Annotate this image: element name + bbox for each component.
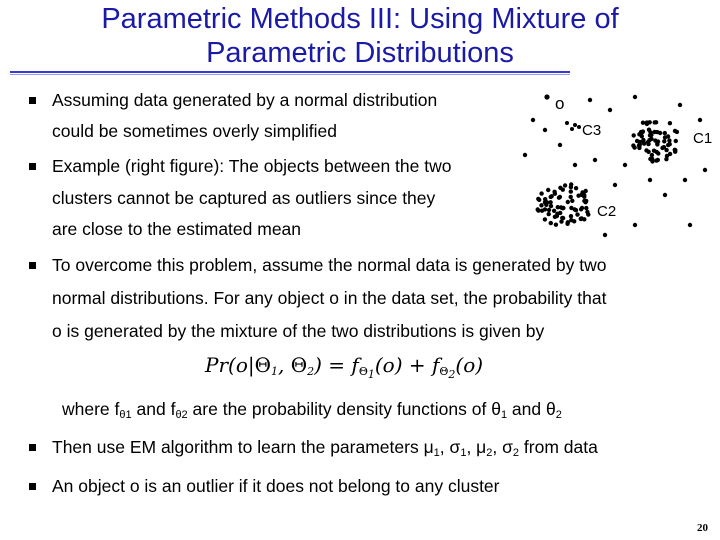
cluster-c2-point bbox=[548, 200, 552, 204]
bullet-marker bbox=[29, 262, 36, 269]
cluster-c2-point bbox=[558, 211, 562, 215]
cluster-c3-point bbox=[577, 125, 581, 129]
cluster-c2-point bbox=[582, 195, 586, 199]
cluster-c1-point bbox=[647, 128, 651, 132]
bullet-marker bbox=[29, 483, 36, 490]
cluster-c2-point bbox=[569, 214, 573, 218]
cluster-c2-point bbox=[569, 185, 573, 189]
cluster-c1-point bbox=[653, 138, 657, 142]
cluster-c1-point bbox=[632, 133, 636, 137]
cluster-c1-point bbox=[639, 130, 643, 134]
bullet-2-line-3: are close to the estimated mean bbox=[52, 219, 302, 239]
cluster-c1-point bbox=[674, 139, 678, 143]
cluster-c2-point bbox=[570, 199, 574, 203]
cluster-c1-point bbox=[641, 140, 645, 144]
background-point bbox=[593, 158, 597, 162]
cluster-c2-point bbox=[555, 214, 559, 218]
cluster-c2-point bbox=[549, 221, 553, 225]
background-point bbox=[523, 153, 527, 157]
point-o-label: o bbox=[555, 94, 565, 113]
cluster-c2-point bbox=[566, 220, 570, 224]
cluster-c3-point bbox=[573, 123, 577, 127]
cluster-c2-point bbox=[543, 200, 547, 204]
cluster-c2-point bbox=[585, 210, 589, 214]
cluster-c2-point bbox=[574, 208, 578, 212]
cluster-c1-point bbox=[664, 148, 668, 152]
cluster-c2-point bbox=[563, 183, 567, 187]
cluster-c1-point bbox=[641, 121, 645, 125]
cluster-c2-point bbox=[543, 207, 547, 211]
cluster-c2-point bbox=[549, 204, 553, 208]
cluster-c1-point bbox=[656, 158, 660, 162]
background-point bbox=[573, 163, 577, 167]
cluster-c2-point bbox=[569, 195, 573, 199]
title-line-1: Parametric Methods III: Using Mixture of bbox=[101, 3, 619, 35]
background-point bbox=[623, 163, 627, 167]
background-point bbox=[678, 103, 682, 107]
cluster-c2-label: C2 bbox=[597, 203, 617, 220]
cluster-c1-point bbox=[646, 150, 650, 154]
bullet-marker bbox=[29, 97, 36, 104]
title-divider-shadow bbox=[10, 74, 570, 75]
cluster-c2-point bbox=[543, 217, 547, 221]
cluster-c1-point bbox=[648, 133, 652, 137]
background-point bbox=[648, 178, 652, 182]
cluster-c2-point bbox=[539, 191, 543, 195]
cluster-c2-point bbox=[546, 188, 550, 192]
cluster-c2-point bbox=[536, 207, 540, 211]
title-line-2: Parametric Distributions bbox=[206, 37, 514, 69]
slide-title bbox=[0, 2, 720, 70]
background-point bbox=[613, 183, 617, 187]
bullet-marker bbox=[29, 163, 36, 170]
cluster-c2-point bbox=[559, 205, 563, 209]
background-point bbox=[663, 193, 667, 197]
cluster-c2-point bbox=[552, 209, 556, 213]
bullet-2-line-2: clusters cannot be captured as outliers since they bbox=[52, 188, 436, 208]
cluster-c2-point bbox=[566, 200, 570, 204]
background-point bbox=[703, 168, 707, 172]
bullet-3-line-3: o is generated by the mixture of the two distributions is given by bbox=[52, 321, 545, 341]
cluster-c1-point bbox=[640, 134, 644, 138]
bullet-marker bbox=[29, 444, 36, 451]
background-point bbox=[531, 118, 535, 122]
bullet-2-line-1: Example (right figure): The objects between the two bbox=[52, 156, 452, 176]
cluster-c1-point bbox=[655, 130, 659, 134]
background-point bbox=[608, 108, 612, 112]
cluster-c1-point bbox=[668, 121, 672, 125]
cluster-scatter-figure bbox=[515, 85, 715, 245]
cluster-c1-point bbox=[638, 140, 642, 144]
cluster-c2-point bbox=[580, 206, 584, 210]
cluster-c1-point bbox=[662, 139, 666, 143]
page-number: 20 bbox=[697, 522, 708, 534]
cluster-c2-point bbox=[584, 206, 588, 210]
background-point bbox=[588, 98, 592, 102]
background-point bbox=[633, 223, 637, 227]
cluster-c2-point bbox=[536, 197, 540, 201]
bullet-1-line-2: could be sometimes overly simplified bbox=[52, 121, 337, 141]
cluster-c3-point bbox=[565, 121, 569, 125]
background-point bbox=[543, 128, 547, 132]
outlier-o-point bbox=[544, 94, 549, 99]
cluster-c2-point bbox=[547, 208, 551, 212]
cluster-c1-point bbox=[666, 143, 670, 147]
cluster-c2-point bbox=[549, 194, 553, 198]
cluster-c1-point bbox=[666, 134, 670, 138]
cluster-c1-point bbox=[648, 120, 652, 124]
cluster-c2-point bbox=[558, 195, 562, 199]
cluster-c1-point bbox=[650, 159, 654, 163]
cluster-c1-point bbox=[663, 131, 667, 135]
cluster-c2-point bbox=[575, 212, 579, 216]
cluster-c2-point bbox=[539, 203, 543, 207]
bullet-3-line-1: To overcome this problem, assume the normal data is generated by two bbox=[52, 255, 607, 275]
cluster-c3-label: C3 bbox=[582, 122, 602, 139]
cluster-c1-point bbox=[667, 138, 671, 142]
background-point bbox=[603, 233, 607, 237]
cluster-c1-point bbox=[668, 152, 672, 156]
cluster-c2-point bbox=[554, 223, 558, 227]
cluster-c3-point bbox=[570, 127, 574, 131]
cluster-c2-point bbox=[547, 212, 551, 216]
background-point bbox=[698, 118, 702, 122]
cluster-c2-point bbox=[584, 189, 588, 193]
mixture-formula: $Pr(o|\Theta_1$, $\Theta_2) = f_{\Theta_1}(o) + f_{\Theta_2}(o)$ bbox=[205, 353, 484, 381]
cluster-c2-point bbox=[584, 199, 588, 203]
cluster-c1-point bbox=[650, 153, 654, 157]
cluster-c1-point bbox=[646, 142, 650, 146]
cluster-c2-point bbox=[572, 219, 576, 223]
bullet-3-line-2: normal distributions. For any object o in the data set, the probability that bbox=[52, 288, 607, 308]
cluster-c2-point bbox=[560, 216, 564, 220]
cluster-c1-point bbox=[653, 120, 657, 124]
background-point bbox=[633, 95, 637, 99]
cluster-c1-point bbox=[660, 146, 664, 150]
cluster-c2-point bbox=[559, 219, 563, 223]
bullet-em: Then use EM algorithm to learn the parameters $\mu_1$, $\sigma_1$, $\mu_2$, $\sigma_2$ from data bbox=[52, 437, 598, 459]
cluster-c1-point bbox=[631, 143, 635, 147]
cluster-c1-point bbox=[673, 150, 677, 154]
title-divider bbox=[10, 71, 570, 73]
cluster-c2-point bbox=[579, 217, 583, 221]
cluster-c1-label: C1 bbox=[693, 130, 713, 147]
cluster-c2-point bbox=[569, 189, 573, 193]
background-point bbox=[688, 223, 692, 227]
cluster-c2-point bbox=[574, 186, 578, 190]
where-line: where $f_{\theta 1}$ and $f_{\theta 2}$ are the probability density functions of $\theta_1$ and $\theta_2$ bbox=[62, 399, 562, 421]
cluster-c1-point bbox=[673, 129, 677, 133]
cluster-c2-point bbox=[561, 188, 565, 192]
cluster-c1-point bbox=[654, 150, 658, 154]
bullet-outlier: An object o is an outlier if it does not belong to any cluster bbox=[52, 476, 500, 496]
cluster-c1-point bbox=[647, 138, 651, 142]
background-point bbox=[558, 143, 562, 147]
bullet-1-line-1: Assuming data generated by a normal distribution bbox=[52, 90, 438, 110]
background-point bbox=[683, 178, 687, 182]
